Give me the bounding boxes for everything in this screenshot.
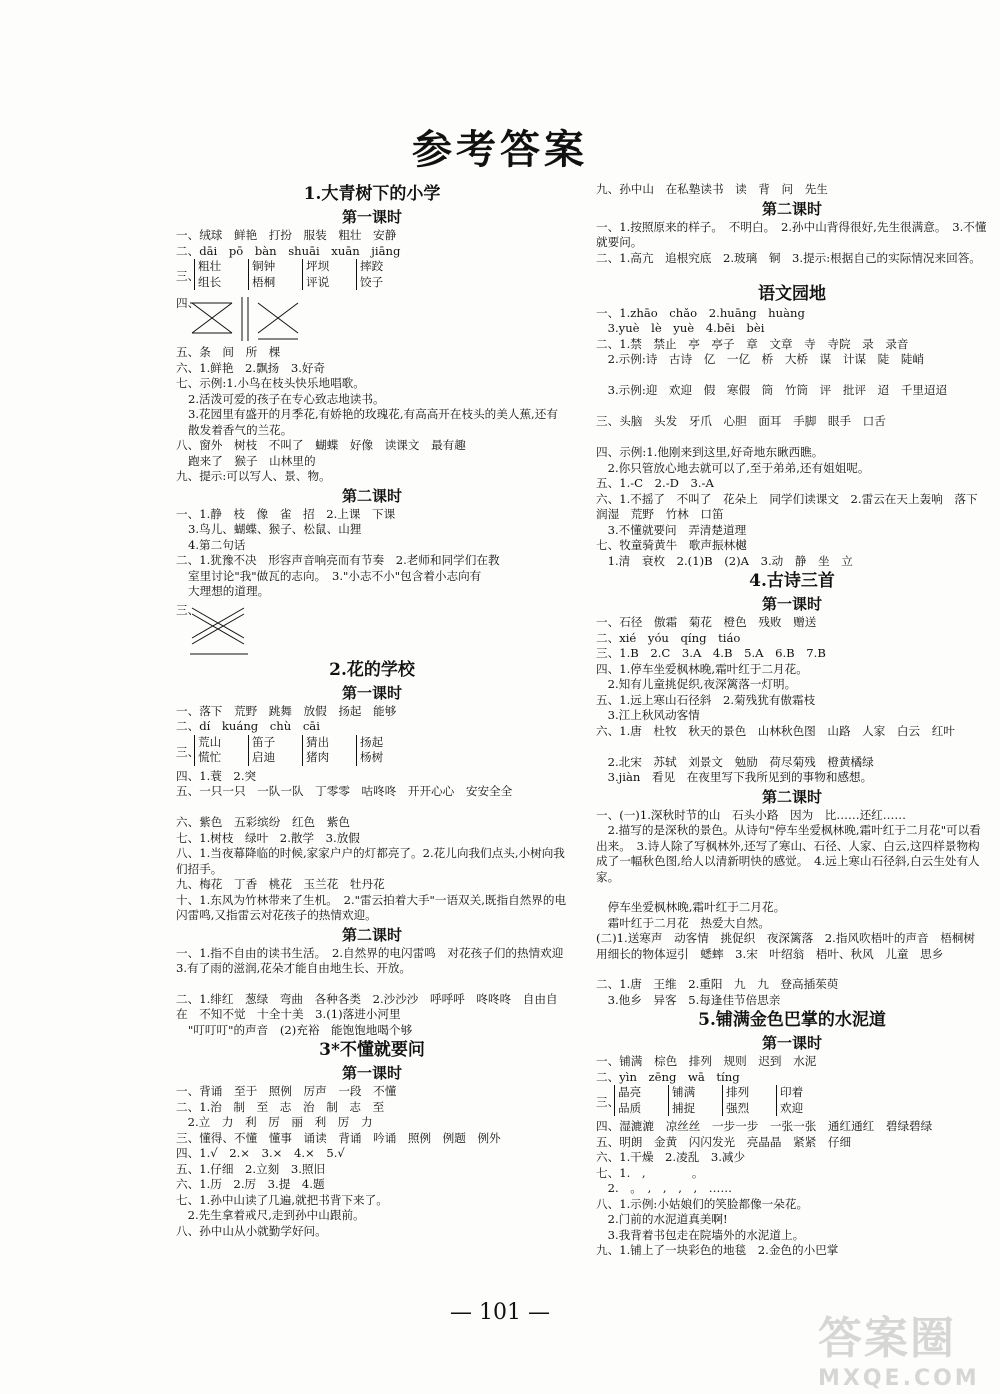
period-heading: 第二课时 [341,486,402,505]
answer-line: 四、示例:1.他刚来到这里,好奇地东瞅西瞧。 [596,445,824,459]
answer-line: 一、(一)1.深秋时节的山 石头小路 因为 比……还红…… [596,807,906,822]
answer-line: 2.北宋 苏轼 刘景文 勉励 荷尽菊残 橙黄橘绿 [596,754,874,769]
answer-line: 十、1.东风为竹林带来了生机。 2."雷云拍着大手"一语双关,既指自然界的电闪雷鸣,又指雷云对花孩子的热情欢迎。 [176,892,567,922]
answer-line: 八、1.示例:小姑娘们的笑脸都像一朵花。 [596,1196,809,1211]
word-pair: 笛子 启迪 [248,735,275,766]
answer-line: 三、1.B 2.C 3.A 4.B 5.A 6.B 7.B [596,646,826,660]
answer-line: 二、dí kuáng chù cāi [176,719,320,733]
answer-line: 二、1.唐 王维 2.重阳 九 九 登高插茱萸 [596,977,839,991]
lesson-heading: 4.古诗三首 [749,571,835,591]
answer-line: 七、示例:1.小鸟在枝头快乐地唱歌。 [176,376,365,390]
answer-line: 九、提示:可以写人、景、物。 [176,469,331,483]
answer-line: 2. 。 , , , , …… [596,1181,732,1195]
section-heading: 语文园地 [758,283,826,304]
answer-line: 一、铺满 棕色 排列 规则 迟到 水泥 [596,1054,817,1068]
question-label: 三、 [596,1095,620,1109]
answer-line: 一、1.指不自由的读书生活。 2.自然界的电闪雷鸣 对花孩子们的热情欢迎 3.有了雨的滋润,花朵才能自由地生长、开放。 [176,945,575,975]
answer-line: 八、窗外 树枝 不叫了 蝴蝶 好像 读课文 最有趣 [176,438,466,452]
answer-line: 九、孙中山 在私塾读书 读 背 问 先生 [596,182,828,196]
word-pair: 荒山 慌忙 [194,735,221,766]
answer-line: 霜叶红于二月花 热爱大自然。 [596,915,770,930]
answer-line: 五、条 间 所 棵 [176,345,281,359]
answer-line: 四、1.√ 2.× 3.× 4.× 5.√ [176,1146,345,1160]
period-heading: 第二课时 [341,925,402,944]
page-number: — 101 — [450,1300,550,1325]
word-group [596,1085,988,1119]
answer-line: 2.示例:诗 古诗 亿 一亿 桥 大桥 谋 计谋 陡 陡峭 [596,352,925,366]
lesson-heading: 2.花的学校 [329,659,415,680]
answer-line: 九、1.铺上了一块彩色的地毯 2.金色的小巴掌 [596,1243,839,1257]
answer-line: 一、背诵 至于 照例 厉声 一段 不懂 [176,1084,397,1098]
answer-line: 室里讨论"我"做瓦的志向。 3."小志不小"包含着小志向有 [188,568,482,583]
answer-line: 3.江上秋风动客情 [596,708,700,722]
answer-line: 3.yuè lè yuè 4.bēi bèi [596,321,765,335]
word-group [176,259,568,293]
answer-line: 五、1.仔细 2.立刻 3.照旧 [176,1161,326,1176]
answer-line: 一、1.zhāo chǎo 2.huāng huàng [596,305,805,320]
word-pair: 晶亮 品质 [614,1085,641,1116]
word-pair: 粗壮 组长 [194,259,221,290]
period-heading: 第一课时 [341,683,402,702]
period-heading: 第一课时 [761,1034,822,1052]
answer-line: 3.jiàn 看见 在夜里写下我所见到的事物和感想。 [596,770,873,784]
answer-line: 4.第二句话 [188,537,246,552]
word-pair: 印着 欢迎 [776,1085,803,1116]
answer-line: 2.先生拿着戒尺,走到孙中山跟前。 [176,1208,365,1222]
period-heading: 第一课时 [761,595,822,613]
answer-line: 2.描写的是深秋的景色。从诗句"停车坐爱枫林晚,霜叶红于二月花"可以看出来。 3.诗人除了写枫林外,还写了寒山、石径、人家、白云,这四样景物构成了一幅秋色图,给人以清新明快的感觉。 4.远上寒山石径斜,白云生处有人家。 [596,823,981,884]
period-heading: 第二课时 [761,787,822,806]
answer-line: 六、1.历 2.厉 3.提 4.题 [176,1177,325,1191]
answer-line: 一、1.按照原来的样子。 不明白。 2.孙中山背得很好,先生很满意。 3.不懂就要问。 [596,219,987,249]
word-pair: 排列 强烈 [722,1085,749,1116]
answer-line: 四、湿漉漉 凉丝丝 一步一步 一张一张 通红通红 碧绿碧绿 [596,1119,933,1133]
left-column [176,182,575,1239]
answer-line: 2.知有儿童挑促织,夜深篱落一灯明。 [596,677,797,691]
answer-line: (二)1.送寒声 动客情 挑促织 夜深篱落 2.指风吹梧叶的声音 梧桐树 用细长的物体逗引 蟋蟀 3.宋 叶绍翁 梧叶、秋风 儿童 思乡 [596,931,987,961]
answer-line: 停车坐爱枫林晚,霜叶红于二月花。 [596,900,786,914]
word-pair: 摔跤 饺子 [356,259,383,290]
answer-line: 五、明朗 金黄 闪闪发光 亮晶晶 紧紧 仔细 [596,1134,852,1149]
answer-line: 三、头脑 头发 牙爪 心胆 面耳 手脚 眼手 口舌 [596,414,886,428]
watermark-url: MXQE.COM [818,1366,980,1391]
page-title: 参考答案 [412,126,588,173]
answer-line: 二、1.高亢 追根究底 2.玻璃 铜 3.提示:根据自己的实际情况来回答。 [596,250,981,265]
matching-lines [176,293,568,345]
word-pair: 猜出 猪肉 [302,735,329,766]
question-label: 三、 [176,269,200,283]
answer-line: 一、绒球 鲜艳 打扮 服装 粗壮 安静 [176,228,397,242]
question-label: 四、 [176,296,200,310]
answer-line: 二、dāi pō bàn shuāi xuān jiāng [176,243,401,258]
period-heading: 第一课时 [341,1064,402,1082]
answer-line: 3.示例:迎 欢迎 假 寒假 筒 竹筒 评 批评 迢 千里迢迢 [596,383,948,397]
answer-line: 一、1.静 枝 像 雀 招 2.上课 下课 [176,506,396,521]
answer-line: "叮叮叮"的声音 (2)充裕 能饱饱地喝个够 [188,1022,413,1037]
answer-line: 五、1.-C 2.-D 3.-A [596,476,714,490]
answer-line: 二、xié yóu qíng tiáo [596,630,741,645]
lesson-heading: 5.铺满金色巴掌的水泥道 [698,1010,886,1030]
answer-line: 八、1.当夜幕降临的时候,家家户户的灯都亮了。2.花儿向我们点头,小树向我们招手。 [176,846,565,876]
word-pair: 铜钟 梧桐 [248,259,275,290]
answer-line: 六、1.干燥 2.凌乱 3.减少 [596,1150,746,1164]
word-pair: 扬起 杨树 [356,735,383,766]
answer-line: 3.鸟儿、蝴蝶、猴子、松鼠、山狸 [188,522,362,536]
answer-line: 3.不懂就要问 弄清楚道理 [596,522,747,537]
answer-line: 七、1.孙中山读了几遍,就把书背下来了。 [176,1192,388,1207]
watermark-text: 答案圈 [818,1313,956,1364]
lesson-heading: 3*不懂就要问 [319,1040,425,1060]
word-pair: 铺满 捕捉 [668,1085,695,1116]
word-pair: 坪坝 评说 [302,259,329,290]
answer-line: 3.我背着书包走在院墙外的水泥道上。 [596,1227,805,1242]
answer-line: 七、牧童骑黄牛 歌声振林樾 [596,538,747,552]
answer-line: 七、1. , 。 [596,1165,704,1180]
answer-line: 二、1.治 制 至 志 治 制 志 至 [176,1099,385,1114]
answer-line: 3.花园里有盛开的月季花,有娇艳的玫瑰花,有高高开在枝头的美人蕉,还有散发着香气的兰花。 [188,407,558,437]
answer-line: 六、1.不摇了 不叫了 花朵上 同学们读课文 2.雷云在天上轰响 落下 润湿 荒野 竹林 口笛 [596,491,990,521]
word-group [176,735,568,769]
answer-line: 二、1.绯红 葱绿 弯曲 各种各类 2.沙沙沙 呼呼呼 咚咚咚 自由自在 不知不觉 十全十美 3.(1)落进小河里 [176,991,558,1021]
period-heading: 第一课时 [341,208,402,226]
watermark-logo [818,1302,986,1391]
answer-line: 跑来了 猴子 山林里的 [188,453,316,468]
matching-diagram [176,600,276,658]
matching-diagram [176,293,316,345]
answer-line: 2.门前的水泥道真美啊! [596,1212,728,1226]
right-column [596,182,988,1259]
answer-line: 七、1.树枝 绿叶 2.散学 3.放假 [176,830,360,845]
answer-line: 四、1.停车坐爱枫林晚,霜叶红于二月花。 [596,661,808,676]
answer-line: 2.活泼可爱的孩子在专心致志地读书。 [188,391,385,406]
answer-line: 八、孙中山从小就勤学好问。 [176,1223,327,1238]
answer-line: 2.立 力 利 厉 丽 利 厉 力 [176,1115,373,1129]
answer-line: 三、懂得、不懂 懂事 诵读 背诵 吟诵 照例 例题 例外 [176,1130,501,1145]
answer-line: 六、紫色 五彩缤纷 红色 紫色 [176,815,350,829]
answer-line: 二、1.禁 禁止 亭 亭子 章 文章 寺 寺院 录 录音 [596,336,909,351]
answer-line: 二、1.犹豫不决 形容声音响亮而有节奏 2.老师和同学们在教 [176,553,500,567]
answer-line: 六、1.鲜艳 2.飘扬 3.好奇 [176,360,326,375]
answer-line: 五、一只一只 一队一队 丁零零 咕咚咚 开开心心 安安全全 [176,784,513,798]
lesson-heading: 1.大青树下的小学 [303,184,441,204]
question-label: 三、 [176,744,200,759]
matching-lines [176,600,568,658]
period-heading: 第二课时 [761,199,822,218]
answer-line: 五、1.远上寒山石径斜 2.菊残犹有傲霜枝 [596,692,816,707]
answer-line: 九、梅花 丁香 桃花 玉兰花 牡丹花 [176,877,385,891]
answer-line: 大理想的道理。 [188,584,270,598]
answer-line: 1.清 衰枚 2.(1)B (2)A 3.动 静 坐 立 [596,553,853,568]
answer-line: 二、yìn zēng wā tíng [596,1069,740,1084]
question-label: 三、 [176,602,200,617]
answer-line: 3.他乡 异客 5.每逢佳节倍思亲 [596,992,781,1007]
answer-line: 2.你只管放心地去就可以了,至于弟弟,还有姐姐呢。 [596,460,870,475]
answer-line: 一、石径 傲霜 菊花 橙色 残败 赠送 [596,615,817,629]
answer-line: 六、1.唐 杜牧 秋天的景色 山林秋色图 山路 人家 白云 红叶 [596,723,955,738]
answer-line: 一、落下 荒野 跳舞 放假 扬起 能够 [176,703,397,718]
answer-line: 四、1.蓑 2.突 [176,768,257,783]
